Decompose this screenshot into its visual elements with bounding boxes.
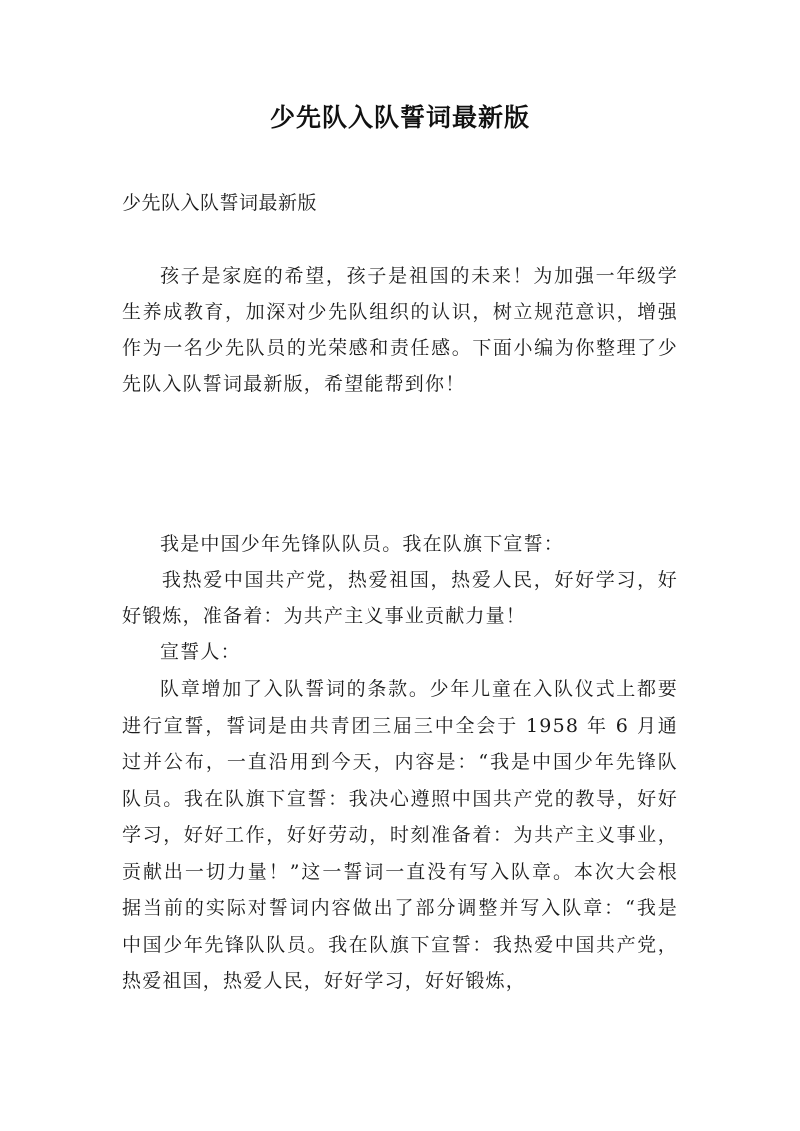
pledge-section (122, 526, 678, 670)
pledger-label: 宣誓人： (160, 641, 241, 663)
body-paragraph (122, 671, 678, 1000)
document-subtitle: 少先队入队誓词最新版 (122, 192, 318, 214)
pledge-text: 我热爱中国共产党，热爱祖国，热爱人民，好好学习，好好锻炼，准备着：为共产主义事业贡献力量！ (122, 569, 678, 627)
body-text: 队章增加了入队誓词的条款。少年儿童在入队仪式上都要进行宣誓，誓词是由共青团三届三中全会于 1958 年 6 月通过并公布，一直沿用到今天，内容是：“我是中国少年先锋队队员。我在队旗下宣誓：我决心遵照中国共产党的教导，好好学习，好好工作，好好劳动，时刻准备着：为共产主义事业，贡献出一切力量！”这一誓词一直没有写入队章。本次大会根据当前的实际对誓词内容做出了部分调整并写入队章：“我是中国少年先锋队队员。我在队旗下宣誓：我热爱中国共产党，热爱祖国，热爱人民，好好学习，好好锻炼， (122, 678, 678, 992)
document-title: 少先队入队誓词最新版 (269, 103, 530, 132)
intro-text: 孩子是家庭的希望，孩子是祖国的未来！为加强一年级学生养成教育，加深对少先队组织的认识，树立规范意识，增强作为一名少先队员的光荣感和责任感。下面小编为你整理了少先队入队誓词最新版，希望能帮到你！ (122, 265, 678, 395)
pledge-opening: 我是中国少年先锋队队员。我在队旗下宣誓： (160, 533, 565, 555)
intro-paragraph (122, 258, 678, 402)
